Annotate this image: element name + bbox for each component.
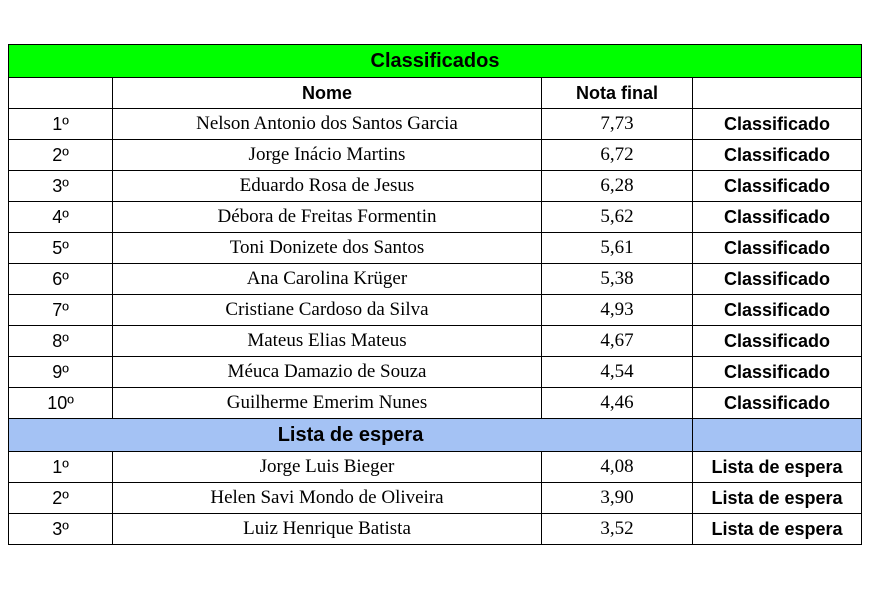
rank-cell: 2º (9, 140, 113, 171)
nota-cell: 3,90 (542, 483, 693, 514)
rank-cell: 6º (9, 264, 113, 295)
header-row (9, 78, 862, 109)
name-cell: Nelson Antonio dos Santos Garcia (113, 109, 542, 140)
nota-cell: 6,28 (542, 171, 693, 202)
classified-banner-row (9, 45, 862, 78)
waitlist-row (9, 452, 862, 483)
nota-cell: 4,67 (542, 326, 693, 357)
name-cell: Jorge Inácio Martins (113, 140, 542, 171)
nota-cell: 4,54 (542, 357, 693, 388)
name-cell: Mateus Elias Mateus (113, 326, 542, 357)
rank-cell: 7º (9, 295, 113, 326)
nota-cell: 4,46 (542, 388, 693, 419)
name-cell: Jorge Luis Bieger (113, 452, 542, 483)
waitlist-row (9, 514, 862, 545)
classified-row (9, 357, 862, 388)
nota-cell: 3,52 (542, 514, 693, 545)
rank-cell: 8º (9, 326, 113, 357)
header-nota: Nota final (542, 78, 693, 109)
rank-cell: 5º (9, 233, 113, 264)
results-table-body (9, 45, 862, 545)
header-name: Nome (113, 78, 542, 109)
status-cell: Classificado (693, 171, 862, 202)
nota-cell: 6,72 (542, 140, 693, 171)
classified-row (9, 326, 862, 357)
status-cell: Classificado (693, 264, 862, 295)
classified-row (9, 140, 862, 171)
name-cell: Cristiane Cardoso da Silva (113, 295, 542, 326)
rank-cell: 9º (9, 357, 113, 388)
classified-row (9, 202, 862, 233)
waitlist-row (9, 483, 862, 514)
classified-banner (9, 45, 862, 78)
name-cell: Débora de Freitas Formentin (113, 202, 542, 233)
waitlist-title: Lista de espera (277, 423, 424, 446)
status-cell: Classificado (693, 202, 862, 233)
rank-cell: 3º (9, 171, 113, 202)
rank-cell: 10º (9, 388, 113, 419)
classified-row (9, 388, 862, 419)
header-rank (9, 78, 113, 109)
status-cell: Lista de espera (693, 483, 862, 514)
status-cell: Classificado (693, 357, 862, 388)
status-cell: Classificado (693, 295, 862, 326)
name-cell: Toni Donizete dos Santos (113, 233, 542, 264)
nota-cell: 7,73 (542, 109, 693, 140)
status-cell: Lista de espera (693, 514, 862, 545)
waitlist-banner (9, 419, 693, 452)
name-cell: Méuca Damazio de Souza (113, 357, 542, 388)
name-cell: Ana Carolina Krüger (113, 264, 542, 295)
rank-cell: 1º (9, 109, 113, 140)
waitlist-banner-row (9, 419, 862, 452)
classified-row (9, 171, 862, 202)
nota-cell: 4,08 (542, 452, 693, 483)
name-cell: Luiz Henrique Batista (113, 514, 542, 545)
classified-row (9, 109, 862, 140)
classified-row (9, 264, 862, 295)
waitlist-banner-empty-cell (693, 419, 862, 452)
status-cell: Classificado (693, 326, 862, 357)
classified-title: Classificados (370, 49, 500, 72)
nota-cell: 5,38 (542, 264, 693, 295)
name-cell: Eduardo Rosa de Jesus (113, 171, 542, 202)
rank-cell: 2º (9, 483, 113, 514)
rank-cell: 3º (9, 514, 113, 545)
status-cell: Lista de espera (693, 452, 862, 483)
name-cell: Guilherme Emerim Nunes (113, 388, 542, 419)
classified-row (9, 233, 862, 264)
classified-row (9, 295, 862, 326)
status-cell: Classificado (693, 388, 862, 419)
rank-cell: 4º (9, 202, 113, 233)
header-status (693, 78, 862, 109)
status-cell: Classificado (693, 140, 862, 171)
rank-cell: 1º (9, 452, 113, 483)
name-cell: Helen Savi Mondo de Oliveira (113, 483, 542, 514)
status-cell: Classificado (693, 233, 862, 264)
nota-cell: 5,62 (542, 202, 693, 233)
status-cell: Classificado (693, 109, 862, 140)
results-table (8, 44, 862, 545)
nota-cell: 5,61 (542, 233, 693, 264)
nota-cell: 4,93 (542, 295, 693, 326)
